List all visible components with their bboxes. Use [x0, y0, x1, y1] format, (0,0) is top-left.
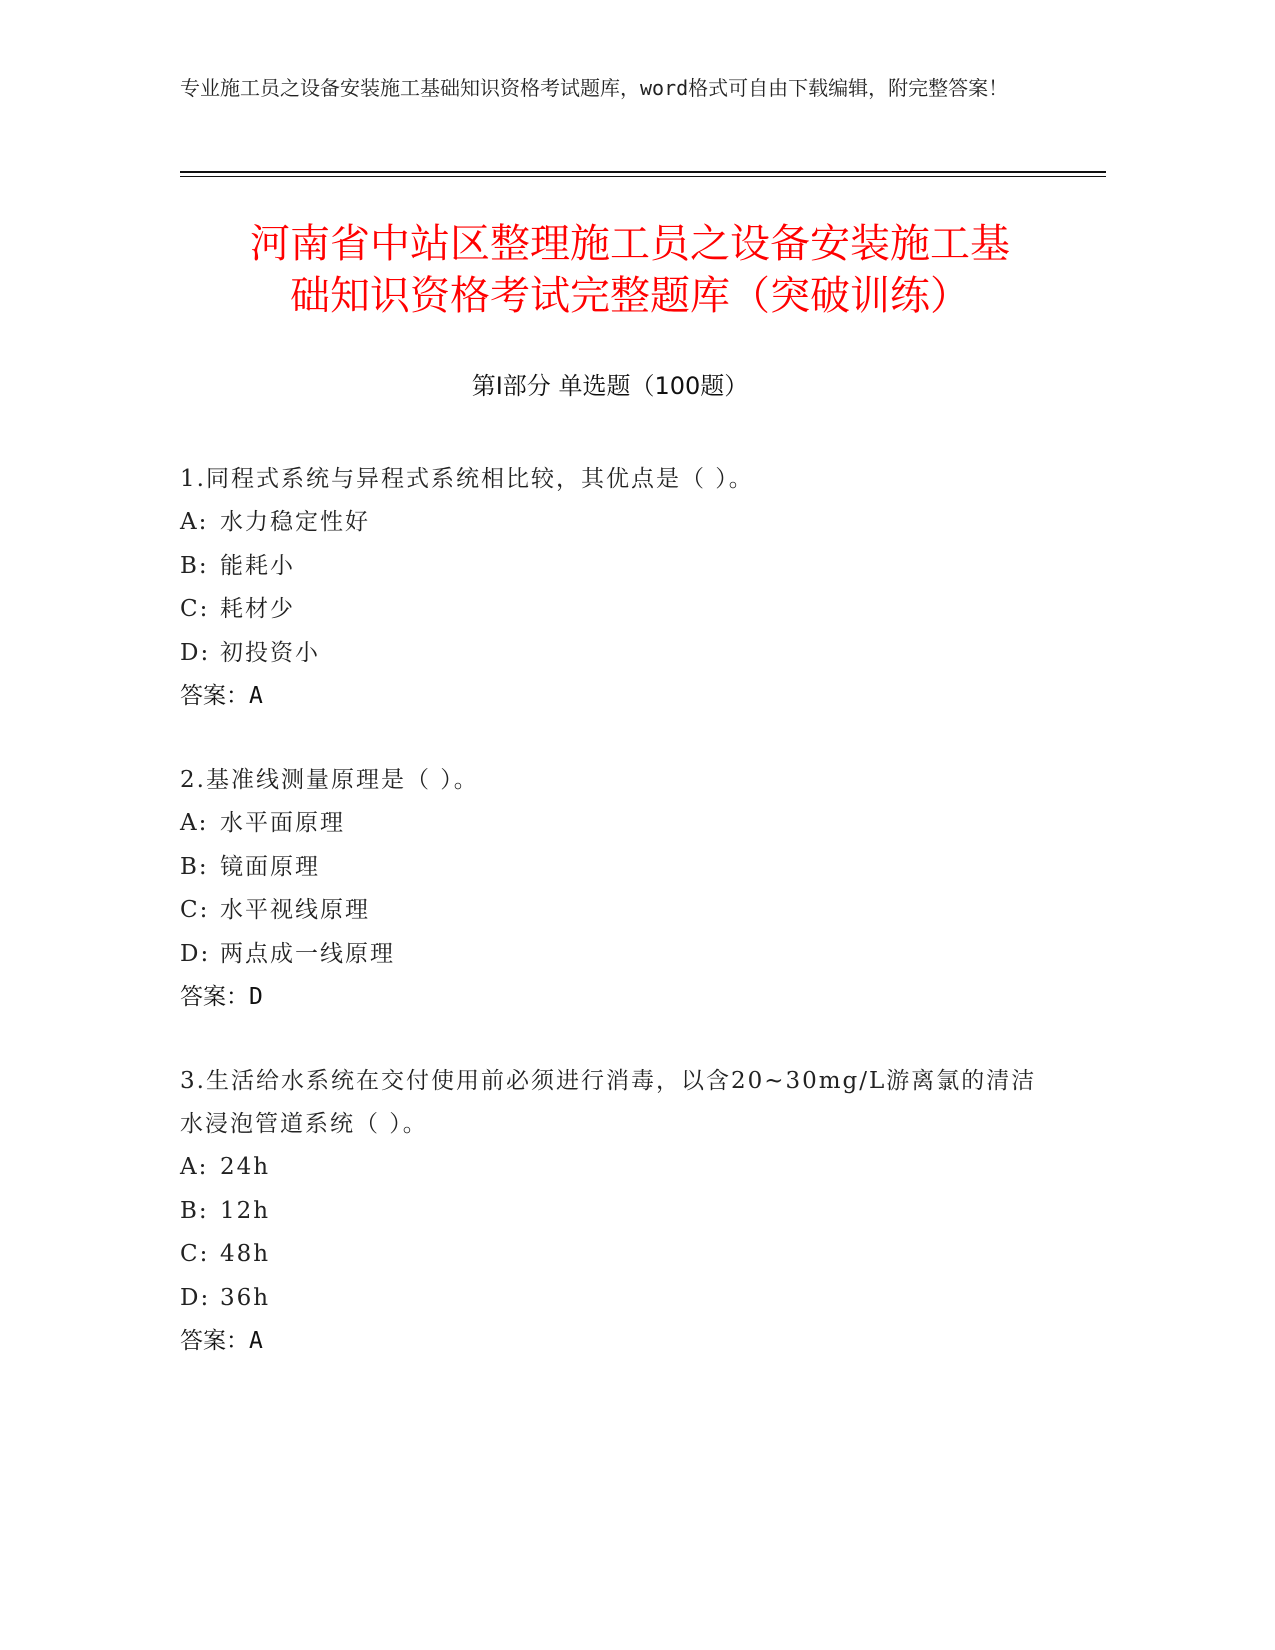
question-stem: 2.基准线测量原理是（ ）。 — [180, 767, 479, 793]
option-b — [180, 545, 1060, 589]
option-text: 镜面原理 — [220, 853, 320, 880]
option-letter: C: — [180, 897, 210, 923]
option-letter: B: — [180, 1197, 209, 1224]
option-c — [180, 1233, 1060, 1277]
option-c — [180, 889, 1060, 933]
option-text: 12h — [220, 1197, 271, 1224]
question-3 — [180, 1060, 1060, 1363]
option-letter: D: — [180, 940, 211, 967]
option-letter: C: — [180, 1241, 210, 1267]
question-stem: 3.生活给水系统在交付使用前必须进行消毒，以含20~30mg/L游离氯的清洁水浸泡管道系统（ ）。 — [180, 1068, 1037, 1137]
option-text: 48h — [220, 1241, 271, 1267]
option-letter: A: — [180, 1154, 209, 1180]
option-d — [180, 632, 1060, 676]
answer-line — [180, 1320, 1060, 1363]
answer-value: A — [249, 683, 263, 709]
option-text: 水平面原理 — [220, 810, 345, 836]
answer-label: 答案： — [180, 1328, 249, 1354]
option-text: 24h — [220, 1154, 271, 1180]
option-b — [180, 846, 1060, 890]
option-a — [180, 802, 1060, 846]
option-letter: D: — [180, 1284, 211, 1311]
answer-value: D — [249, 984, 263, 1010]
option-text: 水力稳定性好 — [220, 509, 370, 535]
option-d — [180, 1277, 1060, 1321]
question-2 — [180, 759, 1060, 1019]
answer-value: A — [249, 1328, 263, 1354]
option-d — [180, 933, 1060, 977]
answer-line — [180, 976, 1060, 1019]
question-1 — [180, 458, 1060, 718]
option-letter: B: — [180, 853, 209, 880]
document-title-line-2: 础知识资格考试完整题库（突破训练） — [290, 273, 970, 319]
header-divider-thick — [180, 171, 1106, 173]
document-title-line-1: 河南省中站区整理施工员之设备安装施工基 — [250, 221, 1010, 267]
document-title — [160, 218, 1100, 322]
option-b — [180, 1190, 1060, 1234]
option-text: 36h — [220, 1284, 271, 1311]
option-text: 耗材少 — [220, 596, 295, 622]
option-letter: D: — [180, 639, 211, 666]
question-list — [180, 458, 1060, 1404]
answer-line — [180, 675, 1060, 718]
option-letter: B: — [180, 552, 209, 579]
option-a — [180, 501, 1060, 545]
option-text: 能耗小 — [220, 552, 295, 579]
option-a — [180, 1146, 1060, 1190]
option-c — [180, 588, 1060, 632]
section-title: 第Ⅰ部分 单选题（100题） — [471, 372, 749, 400]
question-stem: 1.同程式系统与异程式系统相比较，其优点是（ ）。 — [180, 466, 754, 492]
answer-label: 答案： — [180, 984, 249, 1010]
option-text: 初投资小 — [220, 639, 320, 666]
option-letter: C: — [180, 596, 210, 622]
option-text: 水平视线原理 — [220, 897, 370, 923]
option-letter: A: — [180, 509, 209, 535]
option-letter: A: — [180, 810, 209, 836]
header-divider-thin — [180, 176, 1106, 177]
answer-label: 答案： — [180, 683, 249, 709]
header-note: 专业施工员之设备安装施工基础知识资格考试题库，word格式可自由下载编辑，附完整答案！ — [180, 76, 1009, 100]
option-text: 两点成一线原理 — [220, 940, 395, 967]
